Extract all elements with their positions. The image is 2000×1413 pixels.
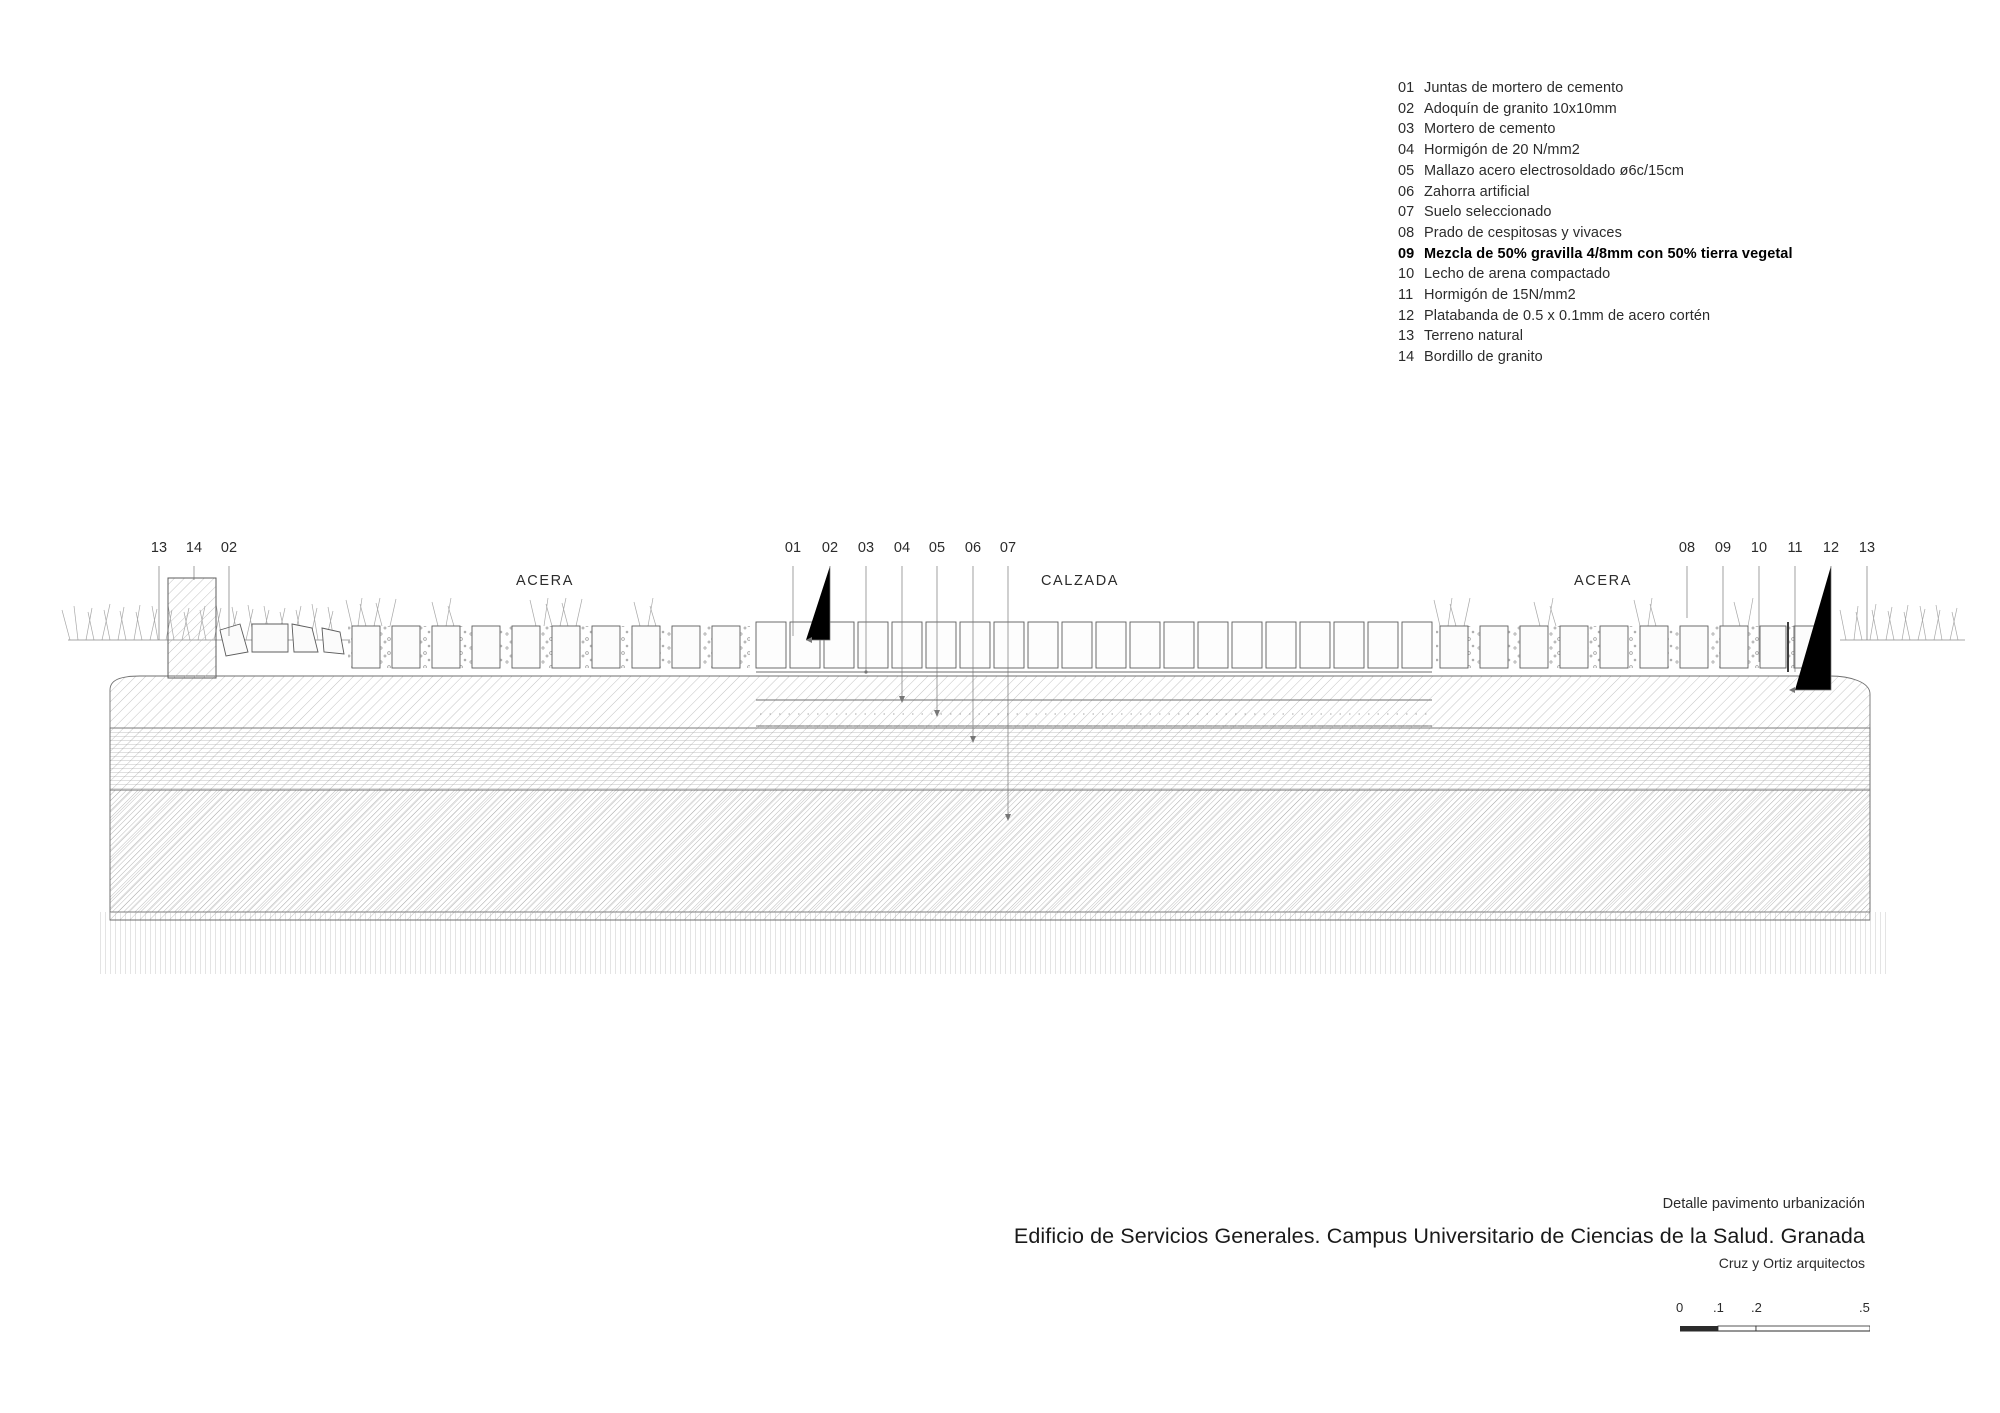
legend-item-number: 10 bbox=[1398, 266, 1415, 283]
scale-tick-label: .2 bbox=[1751, 1300, 1762, 1315]
legend-item-label: Bordillo de granito bbox=[1424, 349, 1543, 366]
legend-item-number: 07 bbox=[1398, 204, 1415, 221]
project-title: Edificio de Servicios Generales. Campus Universitario de Ciencias de la Salud. Granada bbox=[1013, 1224, 1865, 1248]
natural-ground-hatch bbox=[96, 912, 1886, 974]
legend-item-number: 11 bbox=[1398, 287, 1414, 304]
ref-label: 02 bbox=[220, 540, 238, 556]
natural-terrain-right bbox=[1840, 604, 1965, 640]
zone-label-acera-left: ACERA bbox=[516, 573, 574, 589]
left-sidewalk-assembly bbox=[346, 598, 750, 668]
ref-label: 08 bbox=[1678, 540, 1696, 556]
ref-label: 03 bbox=[857, 540, 875, 556]
legend-item-label: Terreno natural bbox=[1424, 328, 1524, 345]
scale-bar bbox=[1676, 1300, 1870, 1350]
legend-item-label: Mortero de cemento bbox=[1424, 121, 1556, 138]
legend-item-number: 09 bbox=[1398, 245, 1415, 262]
granite-curb bbox=[168, 578, 216, 678]
legend-item-label: Hormigón de 20 N/mm2 bbox=[1424, 142, 1580, 159]
ref-label: 12 bbox=[1822, 540, 1840, 556]
ref-label: 05 bbox=[928, 540, 946, 556]
legend-item-number: 06 bbox=[1398, 183, 1415, 200]
legend-item-label: Mezcla de 50% gravilla 4/8mm con 50% tierra vegetal bbox=[1424, 245, 1793, 262]
ref-label: 09 bbox=[1714, 540, 1732, 556]
drawing-subtitle: Detalle pavimento urbanización bbox=[1662, 1196, 1865, 1212]
zone-label-calzada: CALZADA bbox=[1040, 573, 1120, 589]
ref-label: 14 bbox=[185, 540, 203, 556]
legend-item-label: Lecho de arena compactado bbox=[1424, 266, 1611, 283]
legend-item-label: Juntas de mortero de cemento bbox=[1424, 80, 1624, 96]
legend-item-label: Mallazo acero electrosoldado ø6c/15cm bbox=[1424, 162, 1684, 179]
aggregate-base-layer bbox=[110, 728, 1870, 912]
scale-bar-graphic bbox=[1680, 1320, 1870, 1346]
legend-item-number: 13 bbox=[1398, 328, 1415, 345]
legend-item-number: 12 bbox=[1398, 307, 1415, 324]
scale-tick-label: .1 bbox=[1713, 1300, 1724, 1315]
right-sidewalk-assembly bbox=[1434, 598, 1826, 672]
legend-item-number: 01 bbox=[1398, 80, 1415, 96]
legend-item-number: 14 bbox=[1398, 349, 1415, 366]
ref-label: 13 bbox=[1858, 540, 1876, 556]
legend-item-label: Suelo seleccionado bbox=[1424, 204, 1552, 221]
legend-item-label: Adoquín de granito 10x10mm bbox=[1424, 100, 1617, 117]
ref-label: 06 bbox=[964, 540, 982, 556]
roadway-setts bbox=[756, 622, 1432, 668]
ref-label: 02 bbox=[821, 540, 839, 556]
zone-label-acera-right: ACERA bbox=[1574, 573, 1632, 589]
transition-pavers bbox=[220, 624, 344, 656]
ref-label: 07 bbox=[999, 540, 1017, 556]
ref-label: 01 bbox=[784, 540, 802, 556]
title-block bbox=[765, 1196, 1865, 1271]
legend-item-number: 05 bbox=[1398, 162, 1415, 179]
legend-item-label: Hormigón de 15N/mm2 bbox=[1424, 287, 1576, 304]
scale-tick-label: .5 bbox=[1859, 1300, 1870, 1315]
legend-item-number: 03 bbox=[1398, 121, 1415, 138]
architect-credit: Cruz y Ortiz arquitectos bbox=[1718, 1255, 1865, 1271]
legend-item-label: Platabanda de 0.5 x 0.1mm de acero cortén bbox=[1424, 307, 1711, 324]
legend-item-label: Zahorra artificial bbox=[1424, 183, 1530, 200]
ref-label: 11 bbox=[1787, 540, 1803, 556]
legend-item-label: Prado de cespitosas y vivaces bbox=[1424, 224, 1622, 241]
legend-item-number: 08 bbox=[1398, 224, 1415, 241]
legend-item-number: 02 bbox=[1398, 100, 1415, 117]
ref-label: 04 bbox=[893, 540, 911, 556]
ref-label: 10 bbox=[1750, 540, 1768, 556]
scale-tick-label: 0 bbox=[1676, 1300, 1684, 1315]
legend-item-number: 04 bbox=[1398, 142, 1415, 159]
ref-label: 13 bbox=[150, 540, 168, 556]
